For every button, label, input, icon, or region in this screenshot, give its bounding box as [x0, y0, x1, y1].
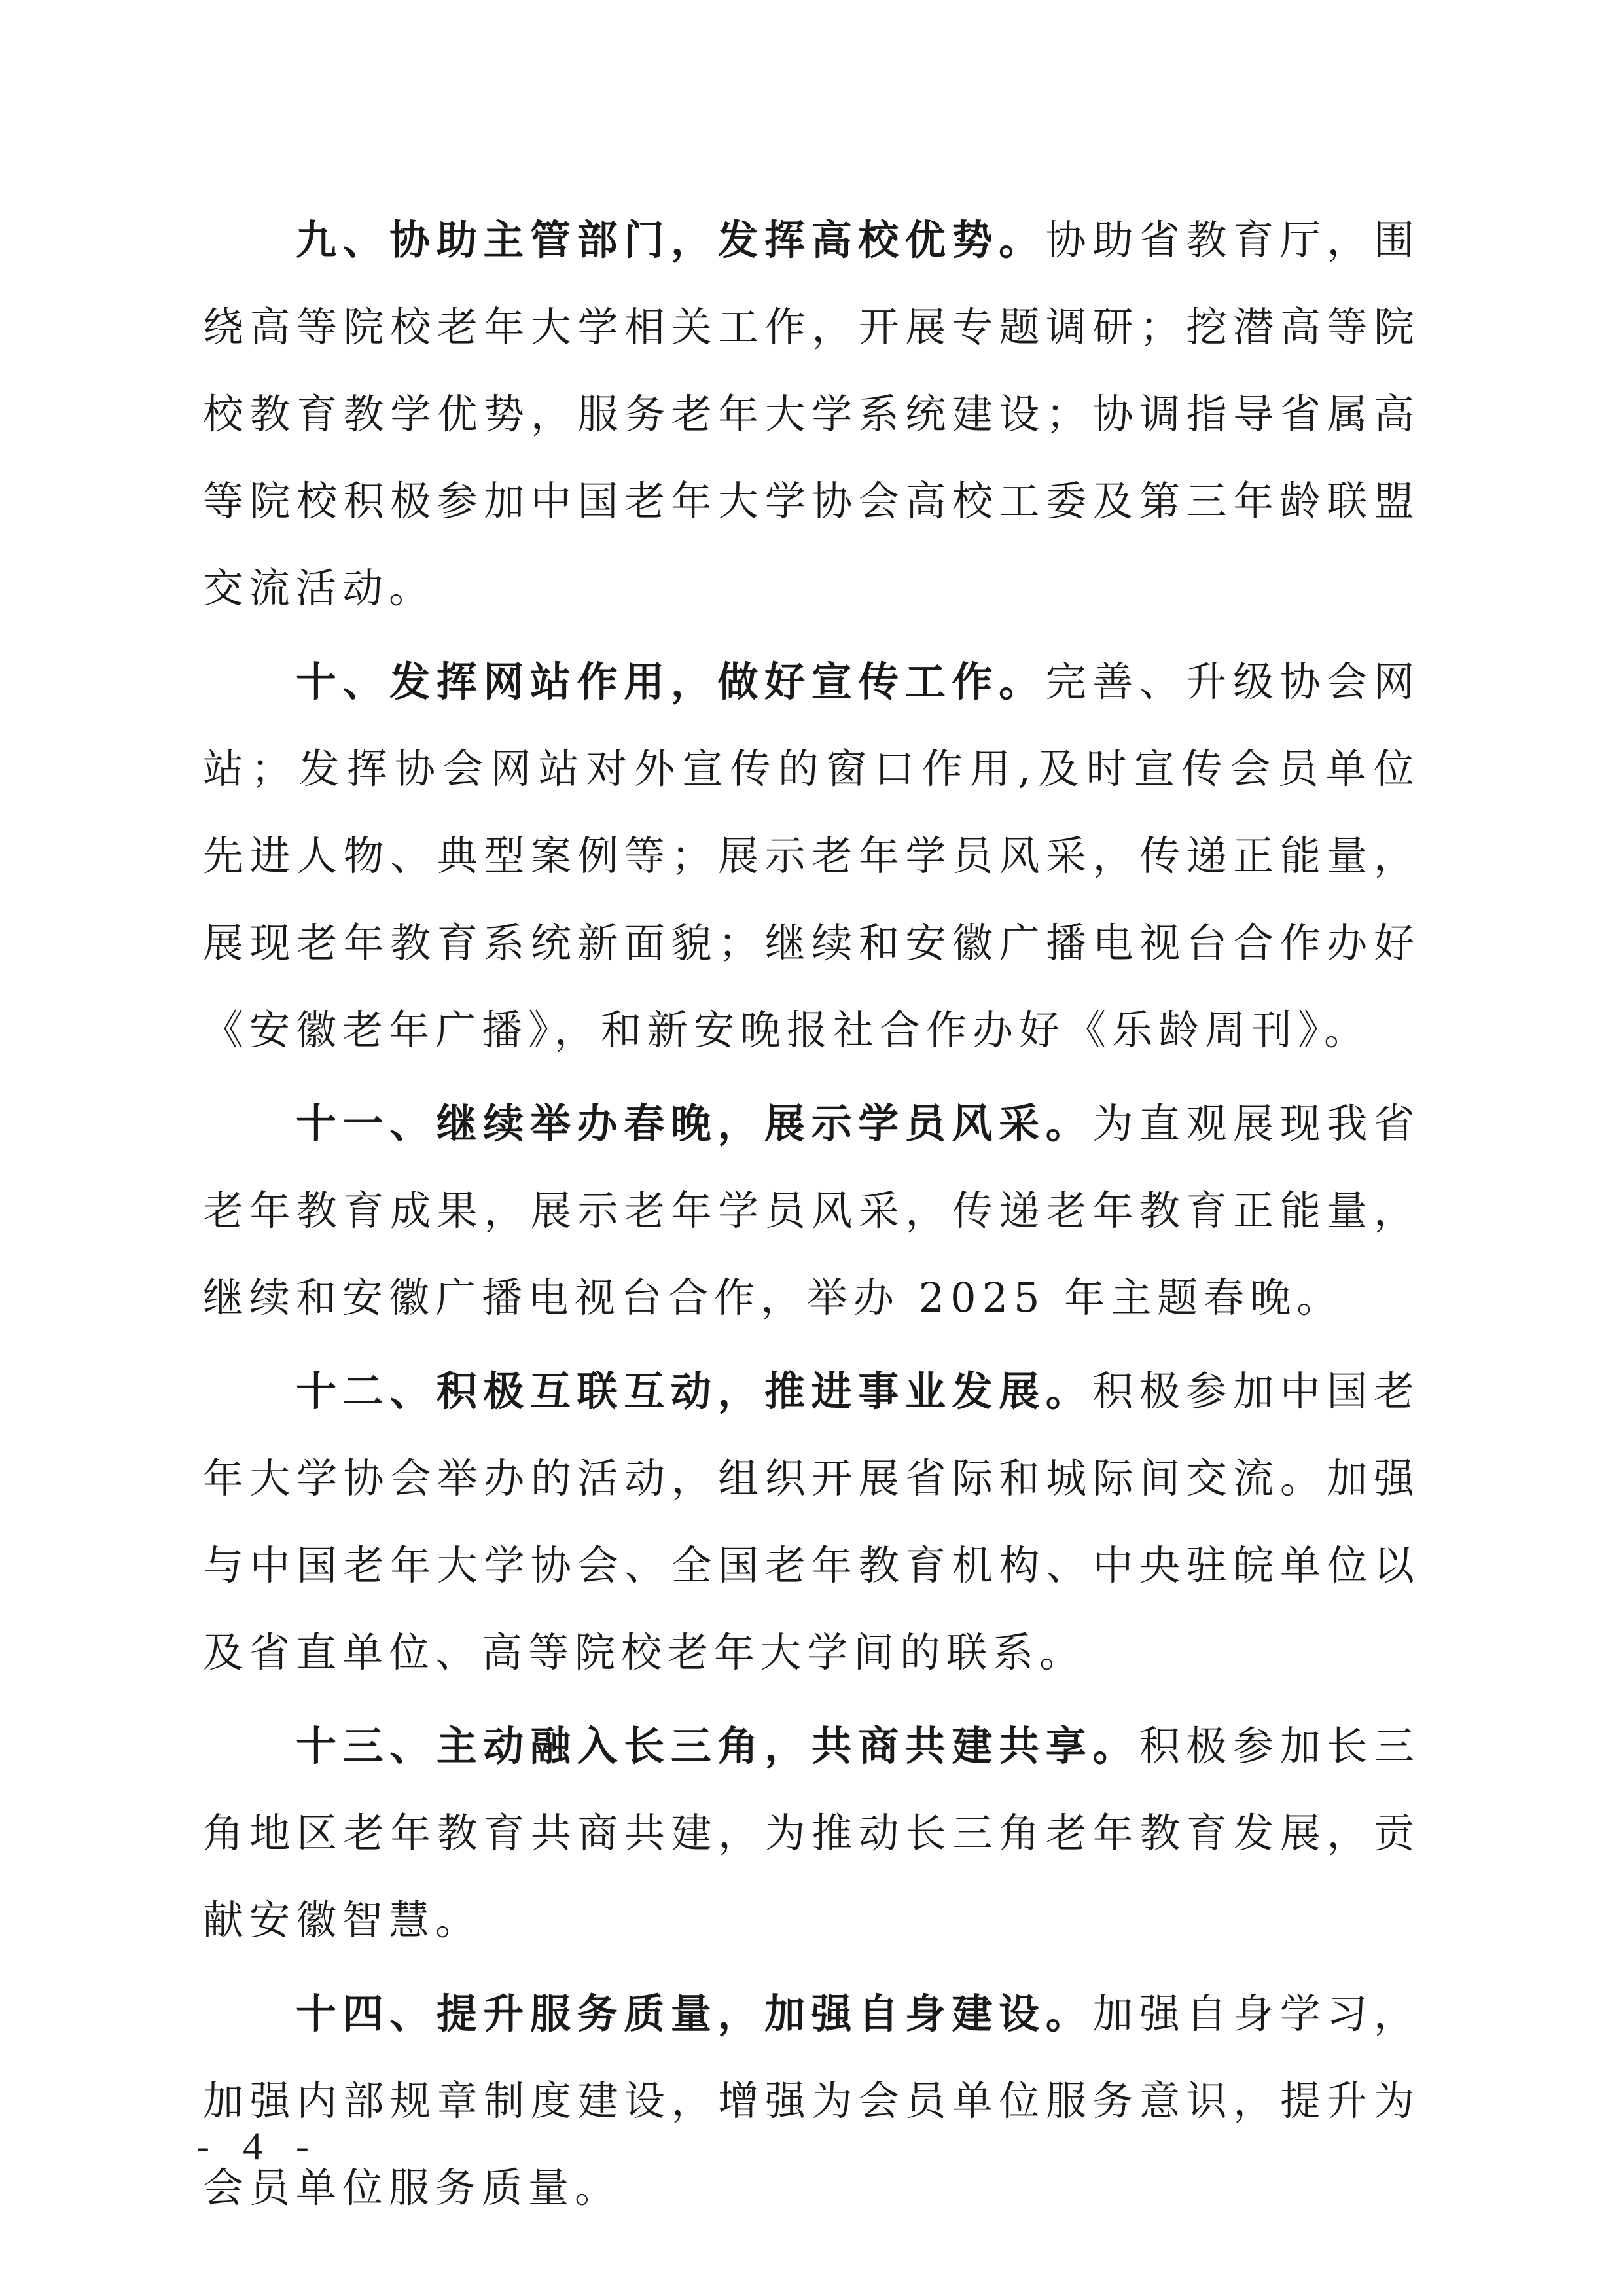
paragraph-heading: 十二、积极互联互动，推进事业发展。	[296, 1367, 1093, 1415]
paragraph-text: 完善、升级协会网站；发挥协会网站对外宣传的窗口作用,及时宣传会员单位先进人物、典型案例等；展示老年学员风采，传递正能量，展现老年教育系统新面貌；继续和安徽广播电视台合作办好《安徽老年广播》，和新安晚报社合作办好《乐龄周刊》。	[203, 658, 1420, 1054]
paragraph-13	[203, 1702, 1420, 1964]
paragraph-heading: 十、发挥网站作用，做好宣传工作。	[296, 658, 1046, 706]
paragraph-10	[203, 638, 1420, 1073]
paragraph-heading: 九、协助主管部门，发挥高校优势。	[296, 216, 1046, 264]
paragraph-text: 协助省教育厅，围绕高等院校老年大学相关工作，开展专题调研；挖潜高等院校教育教学优势，服务老年大学系统建设；协调指导省属高等院校积极参加中国老年大学协会高校工委及第三年龄联盟交流活动。	[203, 216, 1420, 612]
paragraph-9	[203, 196, 1420, 632]
paragraph-text: 加强自身学习，加强内部规章制度建设，增强为会员单位服务意识，提升为会员单位服务质量。	[203, 1990, 1420, 2212]
document-body	[203, 196, 1420, 2231]
paragraph-text: 积极参加中国老年大学协会举办的活动，组织开展省际和城际间交流。加强与中国老年大学协会、全国老年教育机构、中央驻皖单位以及省直单位、高等院校老年大学间的联系。	[203, 1367, 1420, 1676]
paragraph-text: 积极参加长三角地区老年教育共商共建，为推动长三角老年教育发展，贡献安徽智慧。	[203, 1722, 1420, 1944]
paragraph-12	[203, 1348, 1420, 1696]
paragraph-heading: 十四、提升服务质量，加强自身建设。	[296, 1990, 1093, 2037]
paragraph-14	[203, 1970, 1420, 2231]
paragraph-text: 为直观展现我省老年教育成果，展示老年学员风采，传递老年教育正能量，继续和安徽广播电视台合作，举办 2025 年主题春晚。	[203, 1100, 1420, 1321]
paragraph-11	[203, 1080, 1420, 1341]
page-number: - 4 -	[196, 2125, 321, 2168]
paragraph-heading: 十三、主动融入长三角，共商共建共享。	[296, 1722, 1139, 1770]
paragraph-heading: 十一、继续举办春晚，展示学员风采。	[296, 1100, 1093, 1147]
